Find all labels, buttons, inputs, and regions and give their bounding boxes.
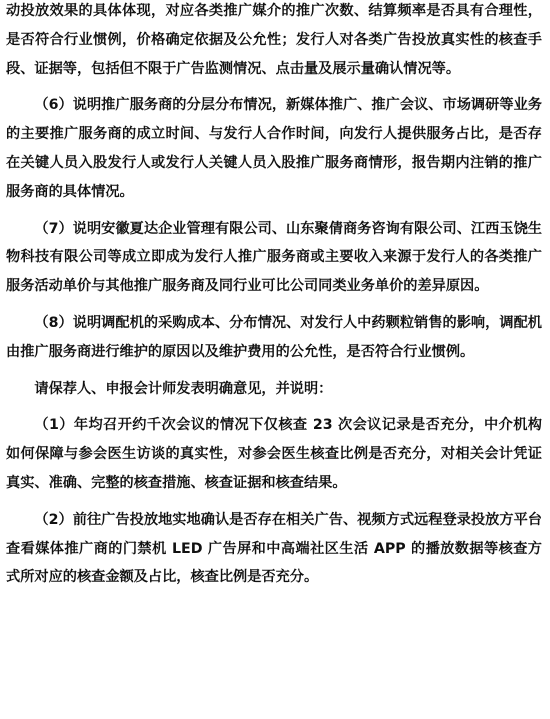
paragraph-item-8: （8）说明调配机的采购成本、分布情况、对发行人中药颗粒销售的影响，调配机由推广服务商进行维护的原因以及维护费用的公允性，是否符合行业惯例。 [6, 314, 542, 360]
paragraph-item-7: （7）说明安徽夏达企业管理有限公司、山东聚倩商务咨询有限公司、江西玉饶生物科技有限公司等成立即成为发行人推广服务商或主要收入来源于发行人的各类推广服务活动单价与其他推广服务商及同行业可比公司同类业务单价的差异原因。 [6, 220, 542, 295]
paragraph-item-6: （6）说明推广服务商的分层分布情况，新媒体推广、推广会议、市场调研等业务的主要推广服务商的成立时间、与发行人合作时间，向发行人提供服务占比，是否存在关键人员入股发行人或发行人关键人员入股推广服务商情形，报告期内注销的推广服务商的具体情况。 [6, 97, 542, 200]
paragraph-continuation: 动投放效果的具体体现，对应各类推广媒介的推广次数、结算频率是否具有合理性，是否符合行业惯例，价格确定依据及公允性；发行人对各类广告投放真实性的核查手段、证据等，包括但不限于广告监测情况、点击量及展示量确认情况等。 [6, 3, 542, 77]
paragraph-verify-1: （1）年均召开约千次会议的情况下仅核查 23 次会议记录是否充分，中介机构如何保障与参会医生访谈的真实性，对参会医生核查比例是否充分，对相关会计凭证真实、准确、完整的核查措施、核查证据和核查结果。 [6, 417, 542, 491]
paragraph-verify-2: （2）前往广告投放地实地确认是否存在相关广告、视频方式远程登录投放方平台查看媒体推广商的门禁机 LED 广告屏和中高端社区生活 APP 的播放数据等核查方式所对应的核查金额及占比，核查比例是否充分。 [6, 511, 542, 586]
paragraph-request: 请保荐人、申报会计师发表明确意见，并说明： [34, 380, 333, 397]
